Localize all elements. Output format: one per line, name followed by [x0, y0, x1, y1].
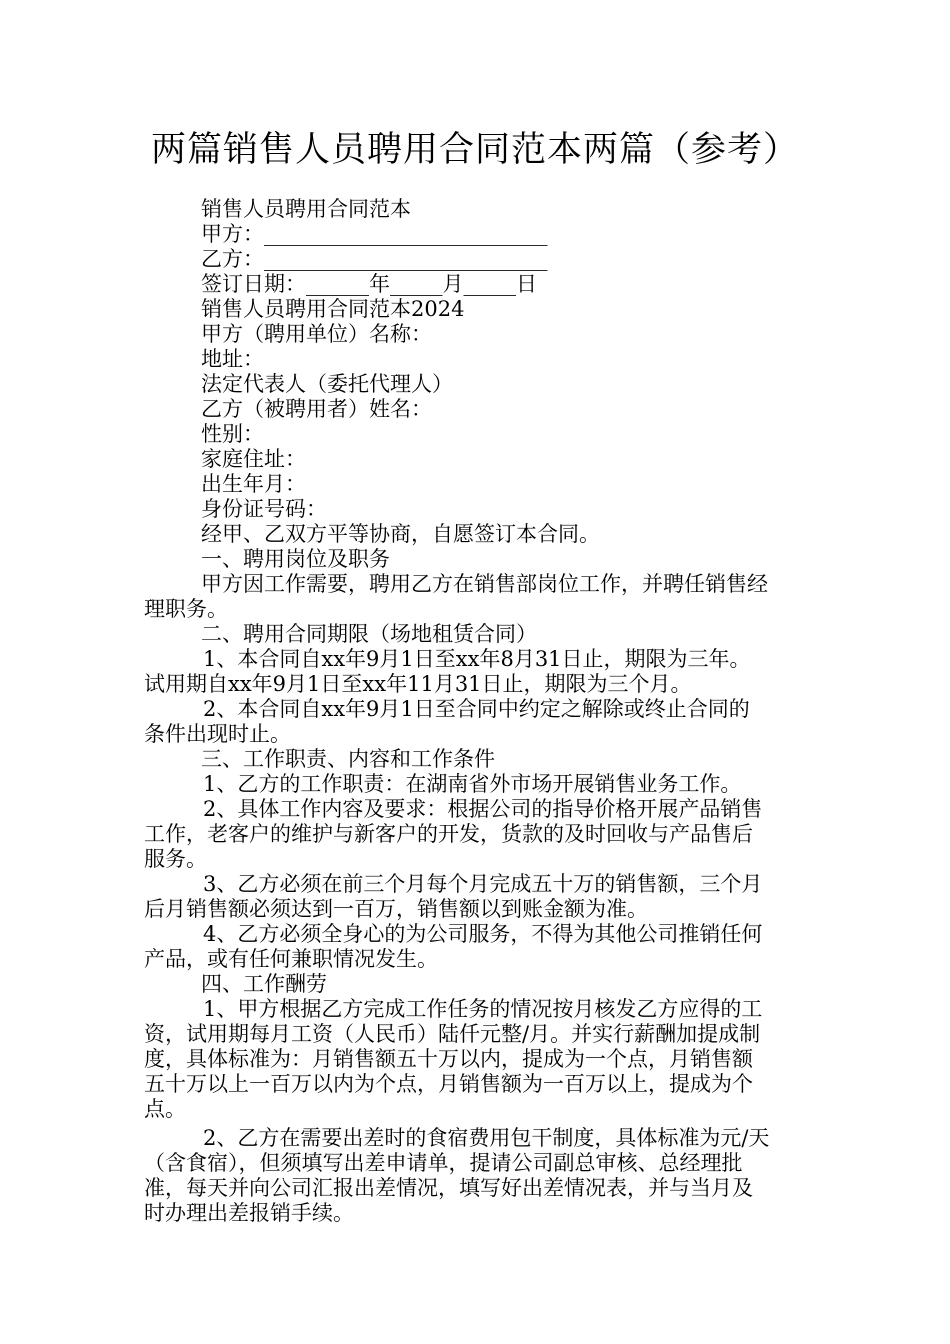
doc-line: 产品，或有任何兼职情况发生。 — [144, 947, 438, 971]
doc-line: 后月销售额必须达到一百万，销售额以到账金额为准。 — [144, 897, 648, 921]
doc-line: 家庭住址： — [201, 447, 306, 471]
doc-line: 出生年月： — [201, 472, 306, 496]
doc-line: 点。 — [144, 1097, 186, 1121]
doc-line-party-b: 乙方：___________________________ — [201, 247, 548, 271]
section-heading: 一、聘用岗位及职务 — [201, 547, 390, 571]
document-title: 两篇销售人员聘用合同范本两篇（参考） — [150, 130, 799, 170]
doc-line: 地址： — [201, 347, 264, 371]
doc-line: 准，每天并向公司汇报出差情况，填写好出差情况表，并与当月及 — [144, 1176, 753, 1200]
section-heading: 三、工作职责、内容和工作条件 — [201, 747, 495, 771]
doc-line-sign-date: 签订日期：______年_____月_____日 — [201, 272, 537, 296]
doc-line: 度，具体标准为：月销售额五十万以内，提成为一个点，月销售额 — [144, 1047, 753, 1071]
doc-line: 4、乙方必须全身心的为公司服务，不得为其他公司推销任何 — [203, 922, 763, 946]
doc-line: 销售人员聘用合同范本2024 — [201, 297, 465, 321]
doc-line: 五十万以上一百万以内为个点，月销售额为一百万以上，提成为个 — [144, 1072, 753, 1096]
doc-line: 2、本合同自xx年9月1日至合同中约定之解除或终止合同的 — [203, 697, 750, 721]
doc-line: 条件出现时止。 — [144, 722, 291, 746]
doc-line: 甲方因工作需要，聘用乙方在销售部岗位工作，并聘任销售经 — [201, 572, 768, 596]
doc-line: 1、甲方根据乙方完成工作任务的情况按月核发乙方应得的工 — [203, 997, 763, 1021]
doc-line: 乙方（被聘用者）姓名： — [201, 397, 432, 421]
document-body — [144, 197, 820, 1226]
doc-line: 经甲、乙双方平等协商，自愿签订本合同。 — [201, 522, 600, 546]
doc-line: 2、具体工作内容及要求：根据公司的指导价格开展产品销售 — [203, 797, 763, 821]
doc-line: 试用期自xx年9月1日至xx年11月31日止，期限为三个月。 — [144, 672, 692, 696]
doc-line: 1、乙方的工作职责：在湖南省外市场开展销售业务工作。 — [203, 772, 742, 796]
doc-line: 服务。 — [144, 847, 207, 871]
doc-line: 1、本合同自xx年9月1日至xx年8月31日止，期限为三年。 — [203, 647, 751, 671]
doc-line: 甲方（聘用单位）名称： — [201, 322, 432, 346]
doc-line: 销售人员聘用合同范本 — [201, 197, 411, 221]
section-heading: 四、工作酬劳 — [201, 972, 327, 996]
doc-line: 身份证号码： — [201, 497, 327, 521]
doc-line: 时办理出差报销手续。 — [144, 1201, 354, 1225]
doc-line: 资，试用期每月工资（人民币）陆仟元整/月。并实行薪酬加提成制 — [144, 1022, 761, 1046]
doc-line: （含食宿），但须填写出差申请单，提请公司副总审核、总经理批 — [144, 1151, 743, 1175]
doc-line: 工作，老客户的维护与新客户的开发，货款的及时回收与产品售后 — [144, 822, 753, 846]
doc-line: 3、乙方必须在前三个月每个月完成五十万的销售额，三个月 — [203, 872, 763, 896]
section-heading: 二、聘用合同期限（场地租赁合同） — [201, 622, 537, 646]
doc-line-party-a: 甲方：___________________________ — [201, 222, 548, 246]
doc-line: 2、乙方在需要出差时的食宿费用包干制度，具体标准为元/天 — [203, 1126, 770, 1150]
doc-line: 理职务。 — [144, 597, 228, 621]
doc-line: 法定代表人（委托代理人） — [201, 372, 453, 396]
doc-line: 性别： — [201, 422, 264, 446]
